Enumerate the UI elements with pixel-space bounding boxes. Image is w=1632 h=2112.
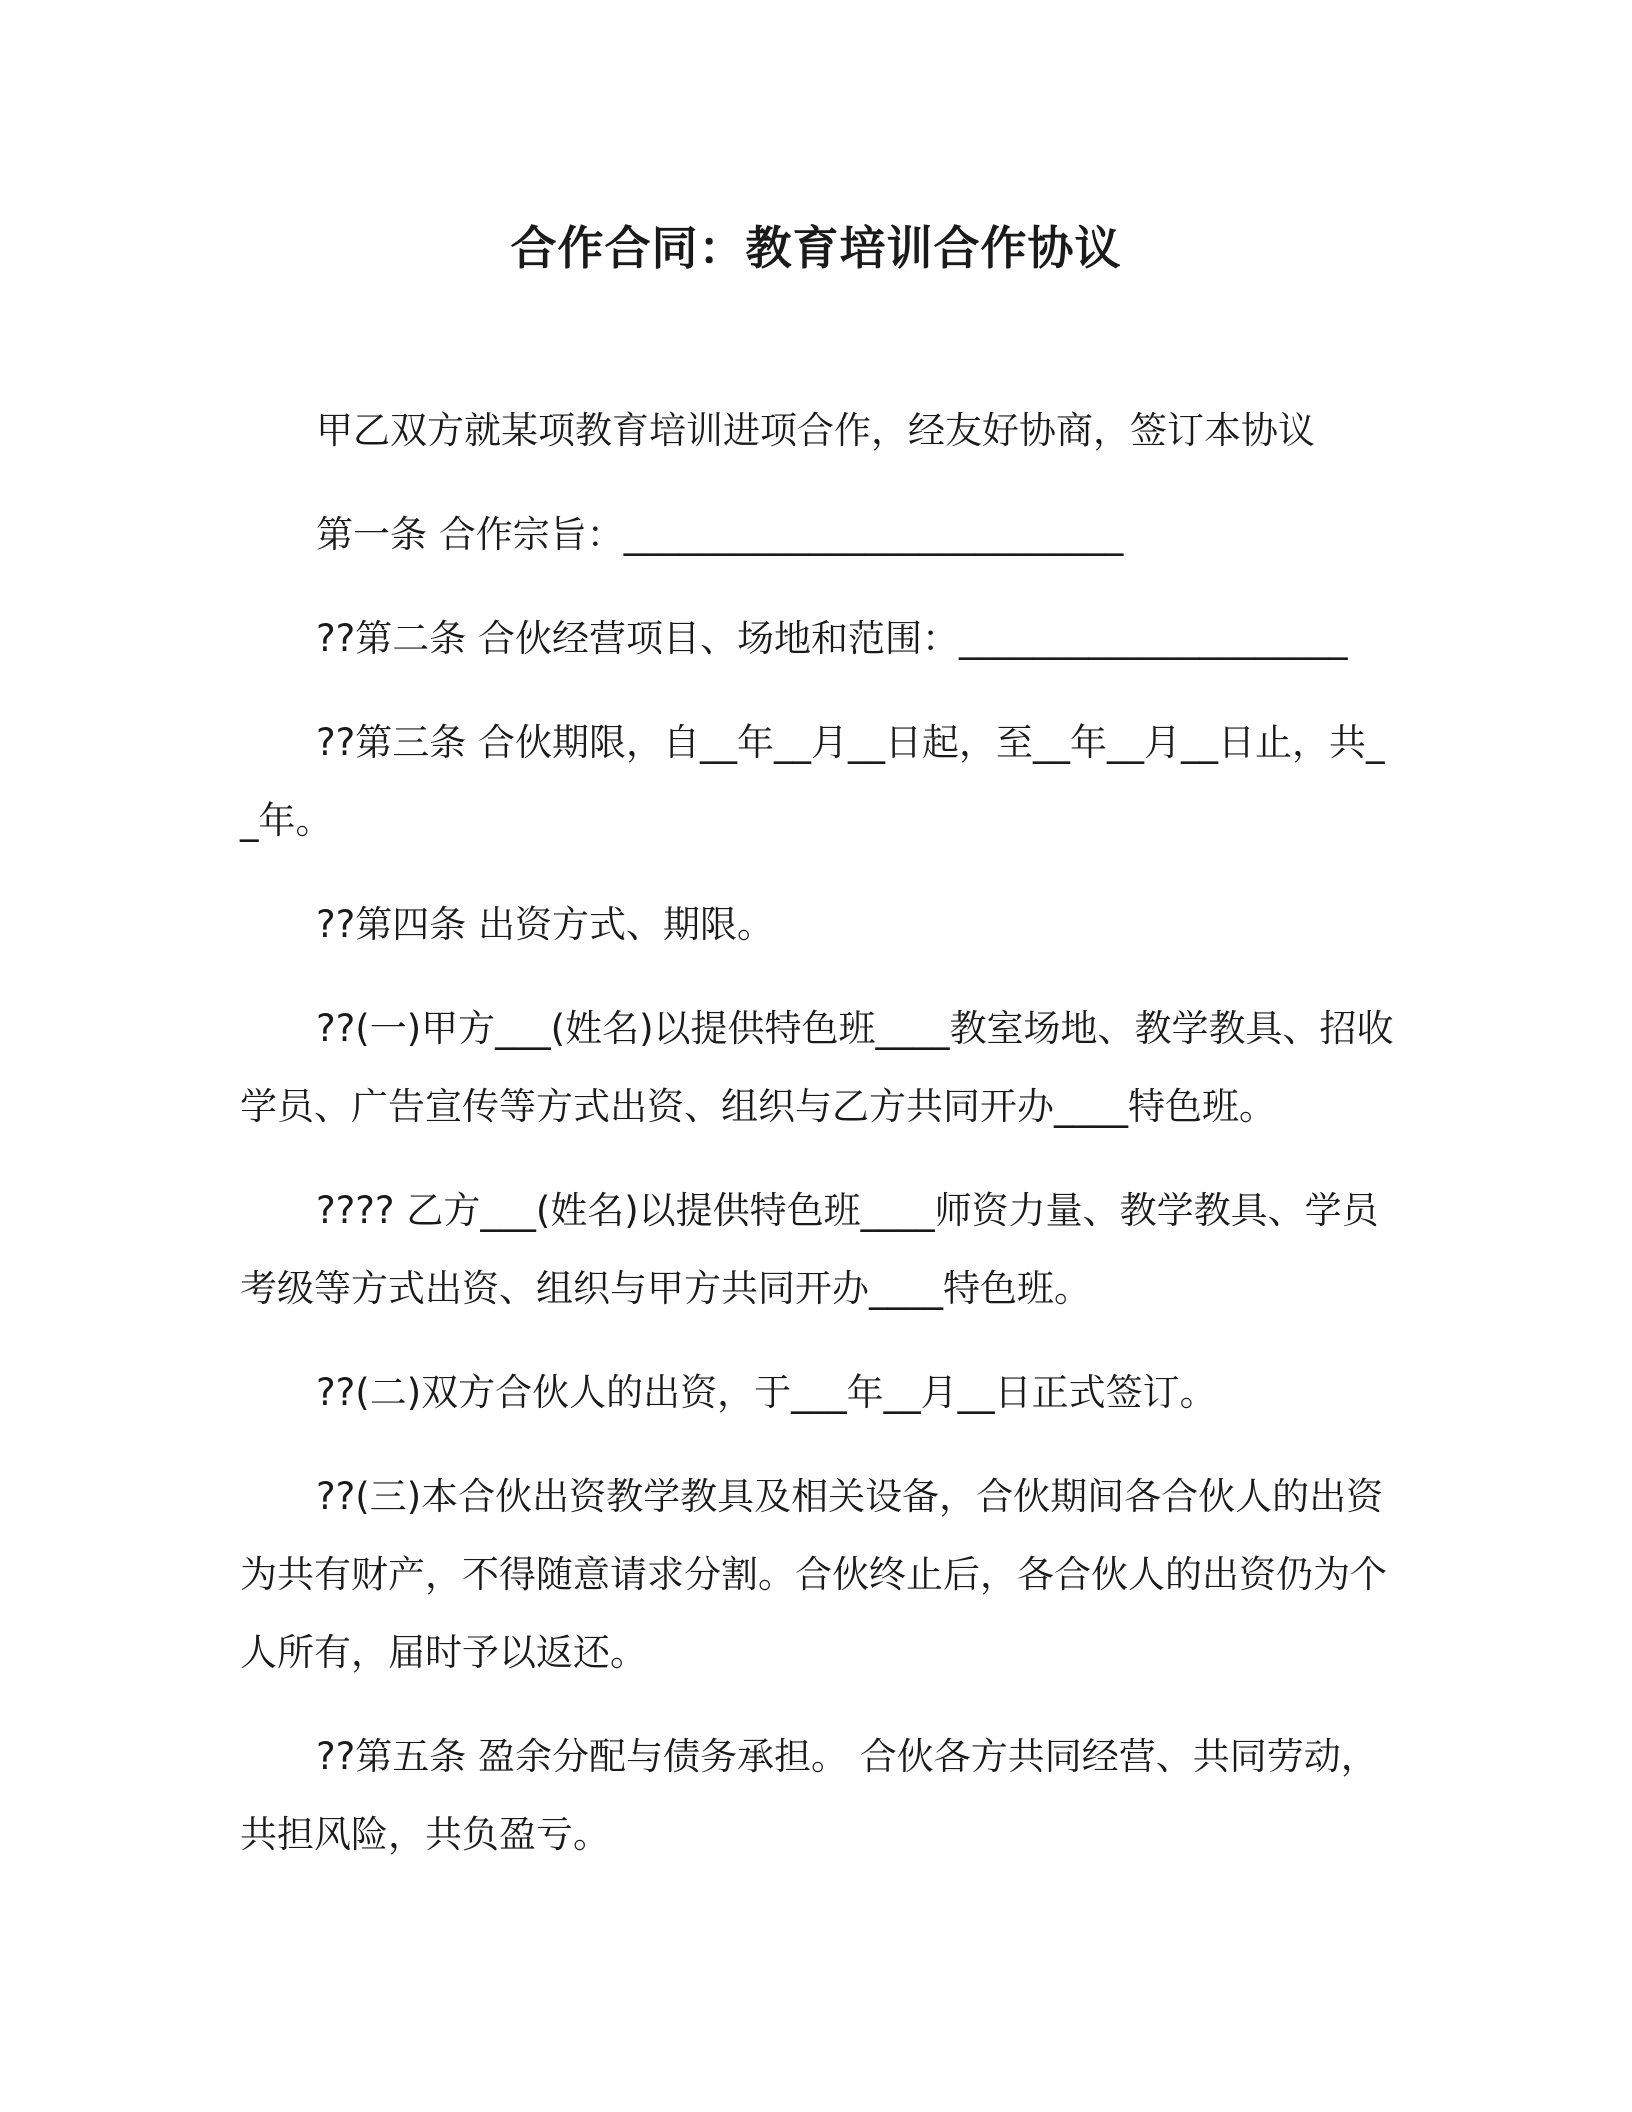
article-4-clause-1-paragraph: ??(一)甲方___(姓名)以提供特色班____教室场地、教学教具、招收学员、广告宣传等方式出资、组织与乙方共同开办____特色班。 [240,1007,1394,1128]
article-4-clause-3-paragraph: ??(三)本合伙出资教学教具及相关设备，合伙期间各合伙人的出资为共有财产，不得随意请求分割。合伙终止后，各合伙人的出资仍为个人所有，届时予以返还。 [240,1475,1387,1674]
article-4-paragraph: ??第四条 出资方式、期限。 [316,903,775,946]
article-3-paragraph: ??第三条 合伙期限，自__年__月__日起，至__年__月__日止，共__年。 [240,721,1385,842]
article-5-paragraph: ??第五条 盈余分配与债务承担。 合伙各方共同经营、共同劳动，共担风险，共负盈亏。 [240,1735,1378,1856]
article-4-clause-2-paragraph: ??(二)双方合伙人的出资，于___年__月__日正式签订。 [316,1371,1217,1414]
intro-paragraph: 甲乙双方就某项教育培训进项合作，经友好协商，签订本协议 [316,409,1315,452]
document-title: 合作合同：教育培训合作协议 [510,221,1122,275]
article-4-clause-1b-paragraph: ???? 乙方___(姓名)以提供特色班____师资力量、教学教具、学员考级等方式出资、组织与甲方共同开办____特色班。 [240,1189,1379,1310]
document-body [240,392,1400,1900]
article-1-paragraph: 第一条 合作宗旨：___________________________ [316,513,1124,556]
article-2-paragraph: ??第二条 合伙经营项目、场地和范围：_____________________ [316,617,1348,660]
